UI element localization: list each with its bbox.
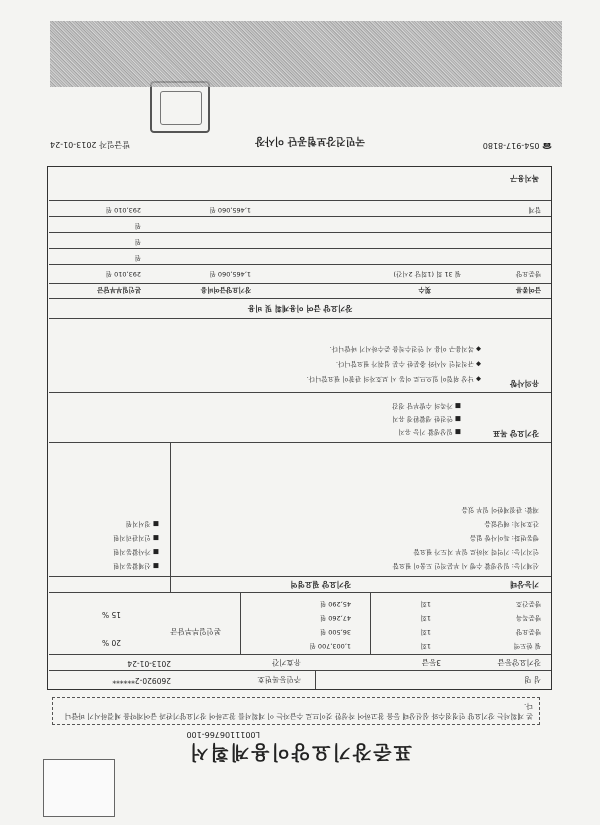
- plan-header-cell: 장기요양급여비용: [200, 286, 251, 294]
- plan-header-cell: 본인일부부담금: [97, 286, 141, 294]
- limit-amount: 47,260 원: [319, 614, 351, 622]
- form-title: 표준장기요양이용계획서: [188, 741, 412, 763]
- copay-value-1: 20 %: [101, 638, 121, 647]
- limit-amount: 36,500 원: [319, 628, 351, 636]
- limit-label: 방문목욕: [515, 614, 541, 622]
- copay-value-2: 15 %: [101, 610, 121, 619]
- welfare-heading: 복지용구: [510, 174, 539, 183]
- issue-date: [50, 139, 130, 150]
- functional-line: 신체기능: 일상생활 수행 시 부분적인 도움이 필요함: [392, 562, 539, 570]
- copay-label: 본인일부부담금: [170, 627, 221, 636]
- guideline-line: ◆ 복지용구 이용 시 안전수칙을 준수하시기 바랍니다.: [329, 345, 481, 353]
- photo-box: [43, 759, 115, 817]
- needs-item: ■ 가사활동지원: [113, 548, 159, 556]
- regno-label: 주민등록번호: [257, 675, 301, 684]
- limit-amount: 45,290 원: [319, 600, 351, 608]
- issue-date-value: 2013-01-24: [50, 140, 97, 149]
- plan-row-divider: [49, 264, 551, 265]
- functional-line: 재활: 관절제한이 일부 있음: [461, 506, 539, 514]
- plan-row-type: 방문요양: [515, 270, 541, 278]
- main-table: [47, 166, 552, 690]
- regno-value: 260920-2******: [112, 676, 171, 685]
- goal-item: ■ 가족의 수발부담 경감: [392, 402, 461, 410]
- plan-row-copay: 293,010 원: [105, 206, 141, 214]
- plan-row-divider: [49, 248, 551, 249]
- goal-item: ■ 안전한 생활환경 유지: [392, 415, 461, 423]
- guideline-line: ◆ 낙상 위험이 있으므로 이동 시 보호자의 관찰이 필요합니다.: [306, 375, 481, 383]
- official-seal: [150, 81, 210, 133]
- needs-heading: 장기요양 필요영역: [290, 580, 351, 589]
- plan-row-copay: 293,010 원: [105, 270, 141, 278]
- functional-state-heading: 기능상태: [510, 580, 539, 589]
- needs-item: ■ 신체활동지원: [113, 562, 159, 570]
- goal-heading: 장기요양 목표: [492, 429, 539, 438]
- plan-row-copay: 원: [134, 238, 141, 246]
- plan-heading: 장기요양 급여 이용계획 및 비용: [247, 304, 353, 313]
- needs-item: ■ 정서지원: [125, 520, 159, 528]
- document-number: L0011106766-100: [186, 730, 260, 739]
- issue-date-label: 발급일자: [99, 140, 130, 149]
- plan-row-divider: [49, 200, 551, 201]
- limit-amount: 1,003,700 원: [309, 642, 351, 650]
- valid-label: 유효기간: [272, 658, 301, 667]
- plan-row-cost: 1,465,060 원: [209, 270, 251, 278]
- valid-value: 2013-01-24: [127, 659, 171, 668]
- limit-label: 방문간호: [515, 600, 541, 608]
- functional-line: 행동변화: 특이사항 없음: [469, 534, 539, 542]
- notice-text: 본 계획서는 장기요양 인정점수와 심신상태 등을 참고하여 작성한 것이므로 수급자는 이 계획서를 참고하여 장기요양기관과 급여계약을 체결하시기 바랍니다.: [52, 697, 540, 725]
- goal-item: ■ 일상생활 기능 유지: [398, 428, 461, 436]
- limit-label: 월 한도액: [513, 642, 541, 650]
- plan-row-copay: 원: [134, 222, 141, 230]
- phone-number: ☎ 054-917-8180: [482, 141, 552, 150]
- limit-count: 1회: [420, 614, 431, 622]
- grade-value: 3등급: [421, 658, 441, 667]
- plan-row-divider: [49, 232, 551, 233]
- plan-header-cell: 급여종류: [515, 286, 541, 294]
- needs-item: ■ 인지관리지원: [113, 534, 159, 542]
- limit-count: 1회: [420, 628, 431, 636]
- plan-row-divider: [49, 216, 551, 217]
- plan-row-type: 합계: [528, 206, 541, 214]
- functional-line: 인지기능: 기억력 저하로 일부 지도가 필요함: [413, 548, 539, 556]
- limit-count: 1회: [420, 600, 431, 608]
- scan-noise-band: [50, 21, 562, 87]
- limit-count: 1회: [420, 642, 431, 650]
- plan-row-copay: 원: [134, 254, 141, 262]
- issuing-office: 국민건강보험공단 이사장: [255, 135, 365, 146]
- plan-row-cost: 1,465,060 원: [209, 206, 251, 214]
- name-label: 성 명: [524, 675, 541, 684]
- grade-label: 장기요양등급: [497, 658, 541, 667]
- guidelines-heading: 유의사항: [510, 379, 539, 388]
- limit-label: 방문요양: [515, 628, 541, 636]
- guideline-line: ◆ 규칙적인 식사와 충분한 수분 섭취가 필요합니다.: [335, 360, 481, 368]
- plan-row-detail: 월 31 회 (1회당 2시간): [393, 270, 461, 278]
- plan-header-cell: 횟수: [418, 286, 431, 294]
- functional-line: 간호처치: 해당없음: [484, 520, 539, 528]
